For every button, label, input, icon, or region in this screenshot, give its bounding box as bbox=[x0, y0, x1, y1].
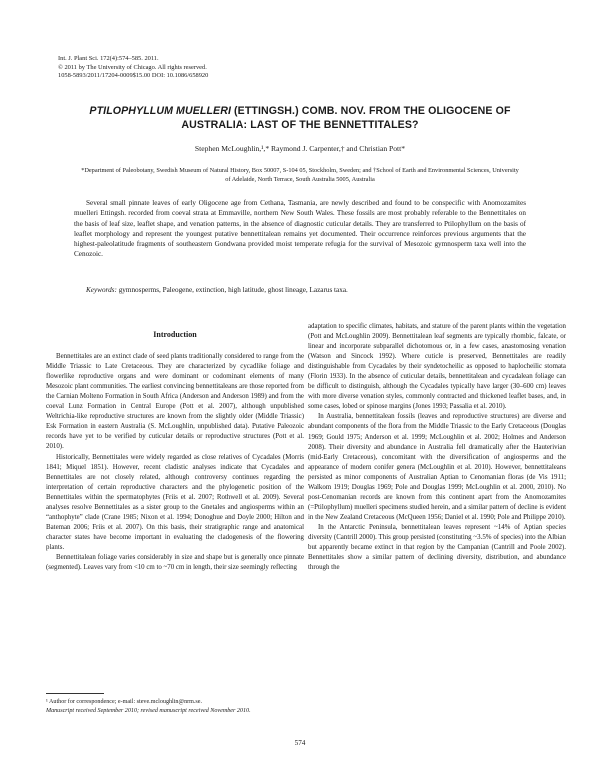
body-paragraph: Bennettitalean foliage varies considerably in size and shape but is generally once pinnate (segmented). Leaves vary from <10 cm to ~70 cm in length, their size seemingly reflecting bbox=[46, 553, 304, 572]
keywords-list: gymnosperms, Paleogene, extinction, high latitude, ghost lineage, Lazarus taxa. bbox=[116, 286, 348, 294]
footnote-manuscript-dates: Manuscript received September 2010; revised manuscript received November 2010. bbox=[46, 707, 251, 714]
section-heading-introduction: Introduction bbox=[153, 330, 197, 339]
author-list: Stephen McLoughlin,¹,* Raymond J. Carpenter,† and Christian Pott* bbox=[194, 144, 406, 153]
body-paragraph: Historically, Bennettitales were widely regarded as close relatives of Cycadales (Morris 1841; Miquel 1851). However, recent cladistic analyses indicate that Cycadales and Bennettitales are not closely related, although controversy continues regarding the interpretation of certain reproductive characters and the phylogenetic position of the Bennettitales within the spermatophytes (Friis et al. 2007; Rothwell et al. 2009). Several analyses resolve Bennettitales as a sister group to the Gnetales and angiosperms within an “anthophyte” clade (Crane 1985; Nixon et al. 1994; Donoghue and Doyle 2000; Hilton and Bateman 2006; Friis et al. 2007). On this basis, their stratigraphic range and anatomical character states have become important in evaluating the cladogenesis of the flowering plants. bbox=[46, 453, 304, 551]
body-paragraph: In the Antarctic Peninsula, bennettitalean leaves represent ~14% of Aptian species diversity (Cantrill 2000). This group persisted (constituting ~3.5% of species) into the Albian but apparently became extinct in that region by the Campanian (Cantrill and Poole 2002). Bennettitales show a similar pattern of declining diversity, distribution, and abundance through the bbox=[308, 523, 566, 572]
article-title-italic: PTILOPHYLLUM MUELLERI bbox=[89, 105, 231, 117]
author-affiliation: *Department of Paleobotany, Swedish Museum of Natural History, Box 50007, S-104 05, Stockholm, Sweden; and †School of Earth and Environmental Sciences, University of Adelaide, North Terrace, South Australia 5005, Australia bbox=[81, 167, 519, 183]
body-paragraph: Bennettitales are an extinct clade of seed plants traditionally considered to range from the Middle Triassic to Late Cretaceous. They are characterized by cycadlike foliage and flowerlike reproductive organs and were dominant or codominant elements of many Mesozoic plant communities. The earliest convincing bennettitaleans are those reported from the Carnian Molteno Formation in South Africa (Anderson and Anderson 1989) and from the coeval Lunz Formation in Central Europe (Pott et al. 2007), although unpublished Weltrichia-like reproductive structures are known from the slightly older (Middle Triassic) Esk Formation in eastern Australia (S. McLoughlin, unpublished data). Putative Paleozoic records have yet to be verified by cuticular details or reproductive structures (Pott et al. 2010). bbox=[46, 353, 304, 451]
footnotes bbox=[46, 698, 304, 716]
journal-copyright: © 2011 by The University of Chicago. All rights reserved. bbox=[58, 63, 207, 71]
article-title bbox=[70, 104, 530, 132]
right-column bbox=[308, 322, 566, 573]
journal-citation: Int. J. Plant Sci. 172(4):574–585. 2011. bbox=[58, 55, 159, 62]
keywords-label: Keywords: bbox=[86, 286, 117, 294]
journal-info bbox=[58, 55, 208, 81]
keywords bbox=[74, 285, 526, 295]
body-paragraph: adaptation to specific climates, habitats, and stature of the parent plants within the vegetation (Pott and McLoughlin 2009). Bennettitalean leaf segments are typically rhombic, falcate, or linear and incorporate subparallel dichotomous or, in a few cases, anastomosing venation (Watson and Sincock 1992). Where cuticle is preserved, Bennettitales are readily distinguishable from Cycadales by their syndetocheilic as opposed to haplocheilic stomata (Florin 1933). In the absence of cuticular details, bennettitalean and cycadalean foliage can be difficult to distinguish, although the Cycadales typically have larger (30–600 cm) leaves with more diverse venation styles, commonly contracted and thickened leaflet bases, and, in some cases, lobed or spinose margins (Jones 1993; Passalia et al. 2010). bbox=[308, 323, 566, 411]
body-paragraph: In Australia, bennettitalean fossils (leaves and reproductive structures) are diverse and abundant components of the flora from the Middle Triassic to the Early Cretaceous (Douglas 1969; Gould 1975; Anderson et al. 1999; McLoughlin et al. 2002; Holmes and Anderson 2008). Their diversity and abundance in Australia fell dramatically after the Hauterivian (mid-Early Cretaceous), concomitant with the diversification of angiosperms and the appearance of modern conifer genera (McLoughlin et al. 2010). However, bennettitaleans persisted as minor components of Australian Aptian to Cenomanian floras (de Vis 1911; Walkom 1919; Douglas 1969; Pole and Douglas 1999; McLoughlin et al. 2000, 2010). No post-Cenomanian records are known from this continent apart from the Anomozamites (=Ptilophyllum) muelleri specimens studied herein, and a similar pattern of decline is evident in the New Zealand Cretaceous (McQueen 1956; Daniel et al. 1990; Pole and Philippe 2010). bbox=[308, 413, 566, 521]
footnote-divider bbox=[46, 693, 104, 694]
page-number: 574 bbox=[294, 739, 306, 747]
article-title-rest: (ETTINGSH.) COMB. NOV. FROM THE OLIGOCENE OF AUSTRALIA: LAST OF THE BENNETTITALES? bbox=[181, 105, 511, 131]
footnote-correspondence: ¹ Author for correspondence; e-mail: steve.mcloughlin@nrm.se. bbox=[46, 699, 203, 705]
left-column bbox=[46, 322, 304, 573]
abstract: Several small pinnate leaves of early Oligocene age from Cethana, Tasmania, are newly described and found to be conspecific with Anomozamites muelleri Ettingsh. recorded from coeval strata at Emmaville, northern New South Wales. These fossils are most probably referable to the Bennettitales on the basis of leaf size, leaflet shape, and venation patterns, in the absence of diagnostic cuticular details. They are transferred to Ptilophyllum on the basis of leaflet morphology and represent the youngest putative bennettitalean remains yet documented. Their occurrence reinforces previous arguments that the highest-paleolatitude fragments of southeastern Gondwana provided moist temperate refugia for the survival of Mesozoic gymnosperm taxa well into the Cenozoic. bbox=[74, 199, 526, 259]
journal-doi: 1058-5893/2011/17204-0009$15.00 DOI: 10.1086/658920 bbox=[58, 72, 209, 80]
